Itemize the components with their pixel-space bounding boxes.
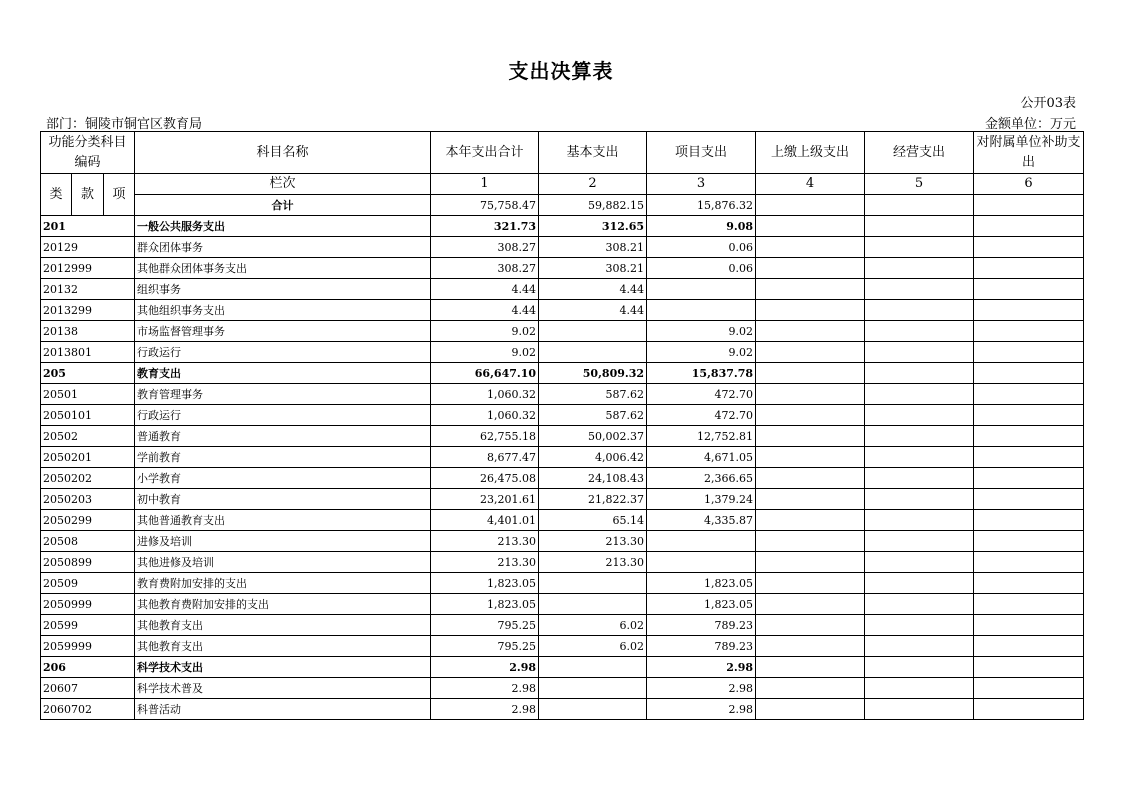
row-operating <box>865 405 974 426</box>
row-upper <box>756 237 865 258</box>
row-subsidy <box>974 678 1084 699</box>
row-basic: 4.44 <box>539 279 647 300</box>
row-code: 2013299 <box>41 300 135 321</box>
row-total: 795.25 <box>431 615 539 636</box>
row-operating <box>865 363 974 384</box>
row-total: 795.25 <box>431 636 539 657</box>
row-upper <box>756 279 865 300</box>
row-operating <box>865 531 974 552</box>
header-project: 项目支出 <box>647 132 756 174</box>
row-subsidy <box>974 468 1084 489</box>
row-name: 市场监督管理事务 <box>135 321 431 342</box>
row-operating <box>865 468 974 489</box>
header-name: 科目名称 <box>135 132 431 174</box>
row-name: 其他教育费附加安排的支出 <box>135 594 431 615</box>
row-operating <box>865 678 974 699</box>
row-name: 教育支出 <box>135 363 431 384</box>
row-project: 4,671.05 <box>647 447 756 468</box>
row-basic: 50,002.37 <box>539 426 647 447</box>
row-upper <box>756 216 865 237</box>
header-basic: 基本支出 <box>539 132 647 174</box>
row-name: 行政运行 <box>135 405 431 426</box>
row-project <box>647 300 756 321</box>
row-upper <box>756 615 865 636</box>
row-subsidy <box>974 699 1084 720</box>
row-code: 20138 <box>41 321 135 342</box>
row-upper <box>756 657 865 678</box>
col-num-4: 4 <box>756 174 865 195</box>
header-lanci: 栏次 <box>135 174 431 195</box>
total-value: 75,758.47 <box>431 195 539 216</box>
row-code: 2050299 <box>41 510 135 531</box>
row-operating <box>865 510 974 531</box>
row-total: 2.98 <box>431 657 539 678</box>
table-row <box>41 573 1084 594</box>
row-name: 进修及培训 <box>135 531 431 552</box>
total-label: 合计 <box>135 195 431 216</box>
row-project: 789.23 <box>647 615 756 636</box>
row-project <box>647 279 756 300</box>
row-total: 9.02 <box>431 342 539 363</box>
row-subsidy <box>974 405 1084 426</box>
row-code: 2050203 <box>41 489 135 510</box>
row-subsidy <box>974 321 1084 342</box>
row-project: 15,837.78 <box>647 363 756 384</box>
row-upper <box>756 384 865 405</box>
row-name: 其他普通教育支出 <box>135 510 431 531</box>
row-total: 213.30 <box>431 531 539 552</box>
row-operating <box>865 237 974 258</box>
row-subsidy <box>974 363 1084 384</box>
row-operating <box>865 699 974 720</box>
row-project: 472.70 <box>647 405 756 426</box>
table-row <box>41 426 1084 447</box>
col-num-2: 2 <box>539 174 647 195</box>
row-project <box>647 552 756 573</box>
row-code: 206 <box>41 657 135 678</box>
row-basic: 24,108.43 <box>539 468 647 489</box>
row-upper <box>756 510 865 531</box>
row-upper <box>756 531 865 552</box>
row-operating <box>865 384 974 405</box>
row-code: 205 <box>41 363 135 384</box>
row-subsidy <box>974 237 1084 258</box>
row-operating <box>865 300 974 321</box>
row-name: 教育费附加安排的支出 <box>135 573 431 594</box>
header-xiang: 项 <box>104 174 135 216</box>
header-kuan: 款 <box>72 174 104 216</box>
table-row <box>41 405 1084 426</box>
row-project: 2.98 <box>647 678 756 699</box>
row-total: 23,201.61 <box>431 489 539 510</box>
form-code: 公开03表 <box>1020 96 1076 111</box>
row-upper <box>756 342 865 363</box>
row-name: 其他教育支出 <box>135 615 431 636</box>
row-upper <box>756 405 865 426</box>
row-code: 2012999 <box>41 258 135 279</box>
row-code: 201 <box>41 216 135 237</box>
row-code: 20501 <box>41 384 135 405</box>
row-operating <box>865 321 974 342</box>
table-row <box>41 279 1084 300</box>
col-num-5: 5 <box>865 174 974 195</box>
row-subsidy <box>974 258 1084 279</box>
row-code: 20132 <box>41 279 135 300</box>
row-upper <box>756 699 865 720</box>
table-row <box>41 636 1084 657</box>
row-total: 62,755.18 <box>431 426 539 447</box>
row-upper <box>756 468 865 489</box>
table-row <box>41 384 1084 405</box>
table-row <box>41 300 1084 321</box>
row-operating <box>865 426 974 447</box>
row-project: 0.06 <box>647 237 756 258</box>
row-code: 20607 <box>41 678 135 699</box>
row-total: 321.73 <box>431 216 539 237</box>
row-subsidy <box>974 342 1084 363</box>
header-operating: 经营支出 <box>865 132 974 174</box>
row-total: 1,823.05 <box>431 573 539 594</box>
row-project: 1,823.05 <box>647 573 756 594</box>
table-row <box>41 258 1084 279</box>
table-row <box>41 657 1084 678</box>
row-operating <box>865 657 974 678</box>
row-basic <box>539 342 647 363</box>
row-code: 20509 <box>41 573 135 594</box>
row-upper <box>756 258 865 279</box>
row-subsidy <box>974 300 1084 321</box>
table-row <box>41 594 1084 615</box>
row-operating <box>865 342 974 363</box>
row-code: 2050201 <box>41 447 135 468</box>
row-project: 2,366.65 <box>647 468 756 489</box>
page-title: 支出决算表 <box>508 59 614 83</box>
row-operating <box>865 447 974 468</box>
row-name: 学前教育 <box>135 447 431 468</box>
row-subsidy <box>974 489 1084 510</box>
row-subsidy <box>974 594 1084 615</box>
row-basic: 213.30 <box>539 531 647 552</box>
row-upper <box>756 678 865 699</box>
row-subsidy <box>974 447 1084 468</box>
row-basic: 587.62 <box>539 405 647 426</box>
row-basic: 50,809.32 <box>539 363 647 384</box>
row-upper <box>756 321 865 342</box>
row-operating <box>865 573 974 594</box>
row-operating <box>865 279 974 300</box>
row-basic <box>539 573 647 594</box>
row-upper <box>756 594 865 615</box>
row-project: 472.70 <box>647 384 756 405</box>
row-total: 308.27 <box>431 237 539 258</box>
row-project: 9.02 <box>647 342 756 363</box>
unit-label: 金额单位：万元 <box>984 117 1076 132</box>
row-total: 213.30 <box>431 552 539 573</box>
row-code: 2060702 <box>41 699 135 720</box>
row-total: 4.44 <box>431 279 539 300</box>
table-row <box>41 447 1084 468</box>
header-func-code: 功能分类科目编码 <box>41 132 135 174</box>
row-upper <box>756 573 865 594</box>
row-code: 2050899 <box>41 552 135 573</box>
row-total: 1,060.32 <box>431 405 539 426</box>
row-subsidy <box>974 426 1084 447</box>
row-basic: 213.30 <box>539 552 647 573</box>
row-subsidy <box>974 657 1084 678</box>
row-total: 2.98 <box>431 678 539 699</box>
row-total: 4,401.01 <box>431 510 539 531</box>
row-subsidy <box>974 279 1084 300</box>
row-total: 2.98 <box>431 699 539 720</box>
table-row <box>41 699 1084 720</box>
row-basic: 4.44 <box>539 300 647 321</box>
table-row <box>41 489 1084 510</box>
header-total: 本年支出合计 <box>431 132 539 174</box>
row-subsidy <box>974 636 1084 657</box>
row-subsidy <box>974 615 1084 636</box>
row-operating <box>865 489 974 510</box>
row-basic <box>539 678 647 699</box>
table-row <box>41 342 1084 363</box>
row-code: 20129 <box>41 237 135 258</box>
table-row <box>41 552 1084 573</box>
row-subsidy <box>974 510 1084 531</box>
row-project: 1,823.05 <box>647 594 756 615</box>
row-operating <box>865 594 974 615</box>
row-basic <box>539 321 647 342</box>
row-name: 行政运行 <box>135 342 431 363</box>
row-basic <box>539 594 647 615</box>
expenditure-table <box>40 131 1084 720</box>
row-project: 9.02 <box>647 321 756 342</box>
row-subsidy <box>974 552 1084 573</box>
row-project <box>647 531 756 552</box>
total-basic: 59,882.15 <box>539 195 647 216</box>
row-project: 4,335.87 <box>647 510 756 531</box>
row-code: 2013801 <box>41 342 135 363</box>
table-row <box>41 321 1084 342</box>
table-row <box>41 237 1084 258</box>
row-project: 0.06 <box>647 258 756 279</box>
table-row <box>41 510 1084 531</box>
row-basic <box>539 699 647 720</box>
row-name: 其他组织事务支出 <box>135 300 431 321</box>
table-row <box>41 216 1084 237</box>
row-name: 科学技术支出 <box>135 657 431 678</box>
header-lei: 类 <box>41 174 72 216</box>
row-code: 2050202 <box>41 468 135 489</box>
row-project: 12,752.81 <box>647 426 756 447</box>
table-body <box>41 216 1084 720</box>
row-upper <box>756 426 865 447</box>
row-operating <box>865 552 974 573</box>
row-project: 1,379.24 <box>647 489 756 510</box>
row-operating <box>865 615 974 636</box>
row-name: 群众团体事务 <box>135 237 431 258</box>
row-name: 科学技术普及 <box>135 678 431 699</box>
row-code: 2059999 <box>41 636 135 657</box>
row-name: 普通教育 <box>135 426 431 447</box>
row-upper <box>756 447 865 468</box>
col-num-1: 1 <box>431 174 539 195</box>
row-basic: 312.65 <box>539 216 647 237</box>
row-project: 9.08 <box>647 216 756 237</box>
table-row <box>41 531 1084 552</box>
table-row <box>41 468 1084 489</box>
row-basic: 308.21 <box>539 258 647 279</box>
total-row <box>41 195 1084 216</box>
row-upper <box>756 300 865 321</box>
department-label: 部门：铜陵市铜官区教育局 <box>46 117 203 132</box>
col-num-6: 6 <box>974 174 1084 195</box>
row-project: 2.98 <box>647 699 756 720</box>
row-code: 20599 <box>41 615 135 636</box>
row-basic <box>539 657 647 678</box>
row-total: 9.02 <box>431 321 539 342</box>
row-total: 1,823.05 <box>431 594 539 615</box>
row-upper <box>756 363 865 384</box>
row-basic: 308.21 <box>539 237 647 258</box>
row-operating <box>865 636 974 657</box>
row-total: 26,475.08 <box>431 468 539 489</box>
row-basic: 587.62 <box>539 384 647 405</box>
row-project: 789.23 <box>647 636 756 657</box>
col-num-3: 3 <box>647 174 756 195</box>
row-name: 初中教育 <box>135 489 431 510</box>
row-subsidy <box>974 531 1084 552</box>
row-total: 4.44 <box>431 300 539 321</box>
table-row <box>41 678 1084 699</box>
row-basic: 65.14 <box>539 510 647 531</box>
row-basic: 6.02 <box>539 636 647 657</box>
row-basic: 6.02 <box>539 615 647 636</box>
row-operating <box>865 216 974 237</box>
total-project: 15,876.32 <box>647 195 756 216</box>
row-project: 2.98 <box>647 657 756 678</box>
row-upper <box>756 636 865 657</box>
row-basic: 21,822.37 <box>539 489 647 510</box>
row-total: 8,677.47 <box>431 447 539 468</box>
row-code: 20502 <box>41 426 135 447</box>
row-name: 其他群众团体事务支出 <box>135 258 431 279</box>
table-row <box>41 363 1084 384</box>
row-operating <box>865 258 974 279</box>
row-total: 308.27 <box>431 258 539 279</box>
row-upper <box>756 489 865 510</box>
row-total: 1,060.32 <box>431 384 539 405</box>
row-upper <box>756 552 865 573</box>
row-code: 2050101 <box>41 405 135 426</box>
row-code: 20508 <box>41 531 135 552</box>
row-subsidy <box>974 216 1084 237</box>
row-name: 教育管理事务 <box>135 384 431 405</box>
row-basic: 4,006.42 <box>539 447 647 468</box>
table-row <box>41 615 1084 636</box>
row-name: 组织事务 <box>135 279 431 300</box>
row-code: 2050999 <box>41 594 135 615</box>
row-name: 一般公共服务支出 <box>135 216 431 237</box>
row-name: 科普活动 <box>135 699 431 720</box>
header-subsidy: 对附属单位补助支出 <box>974 132 1084 174</box>
row-name: 其他教育支出 <box>135 636 431 657</box>
row-total: 66,647.10 <box>431 363 539 384</box>
header-upper: 上缴上级支出 <box>756 132 865 174</box>
row-subsidy <box>974 384 1084 405</box>
row-name: 其他进修及培训 <box>135 552 431 573</box>
row-name: 小学教育 <box>135 468 431 489</box>
row-subsidy <box>974 573 1084 594</box>
